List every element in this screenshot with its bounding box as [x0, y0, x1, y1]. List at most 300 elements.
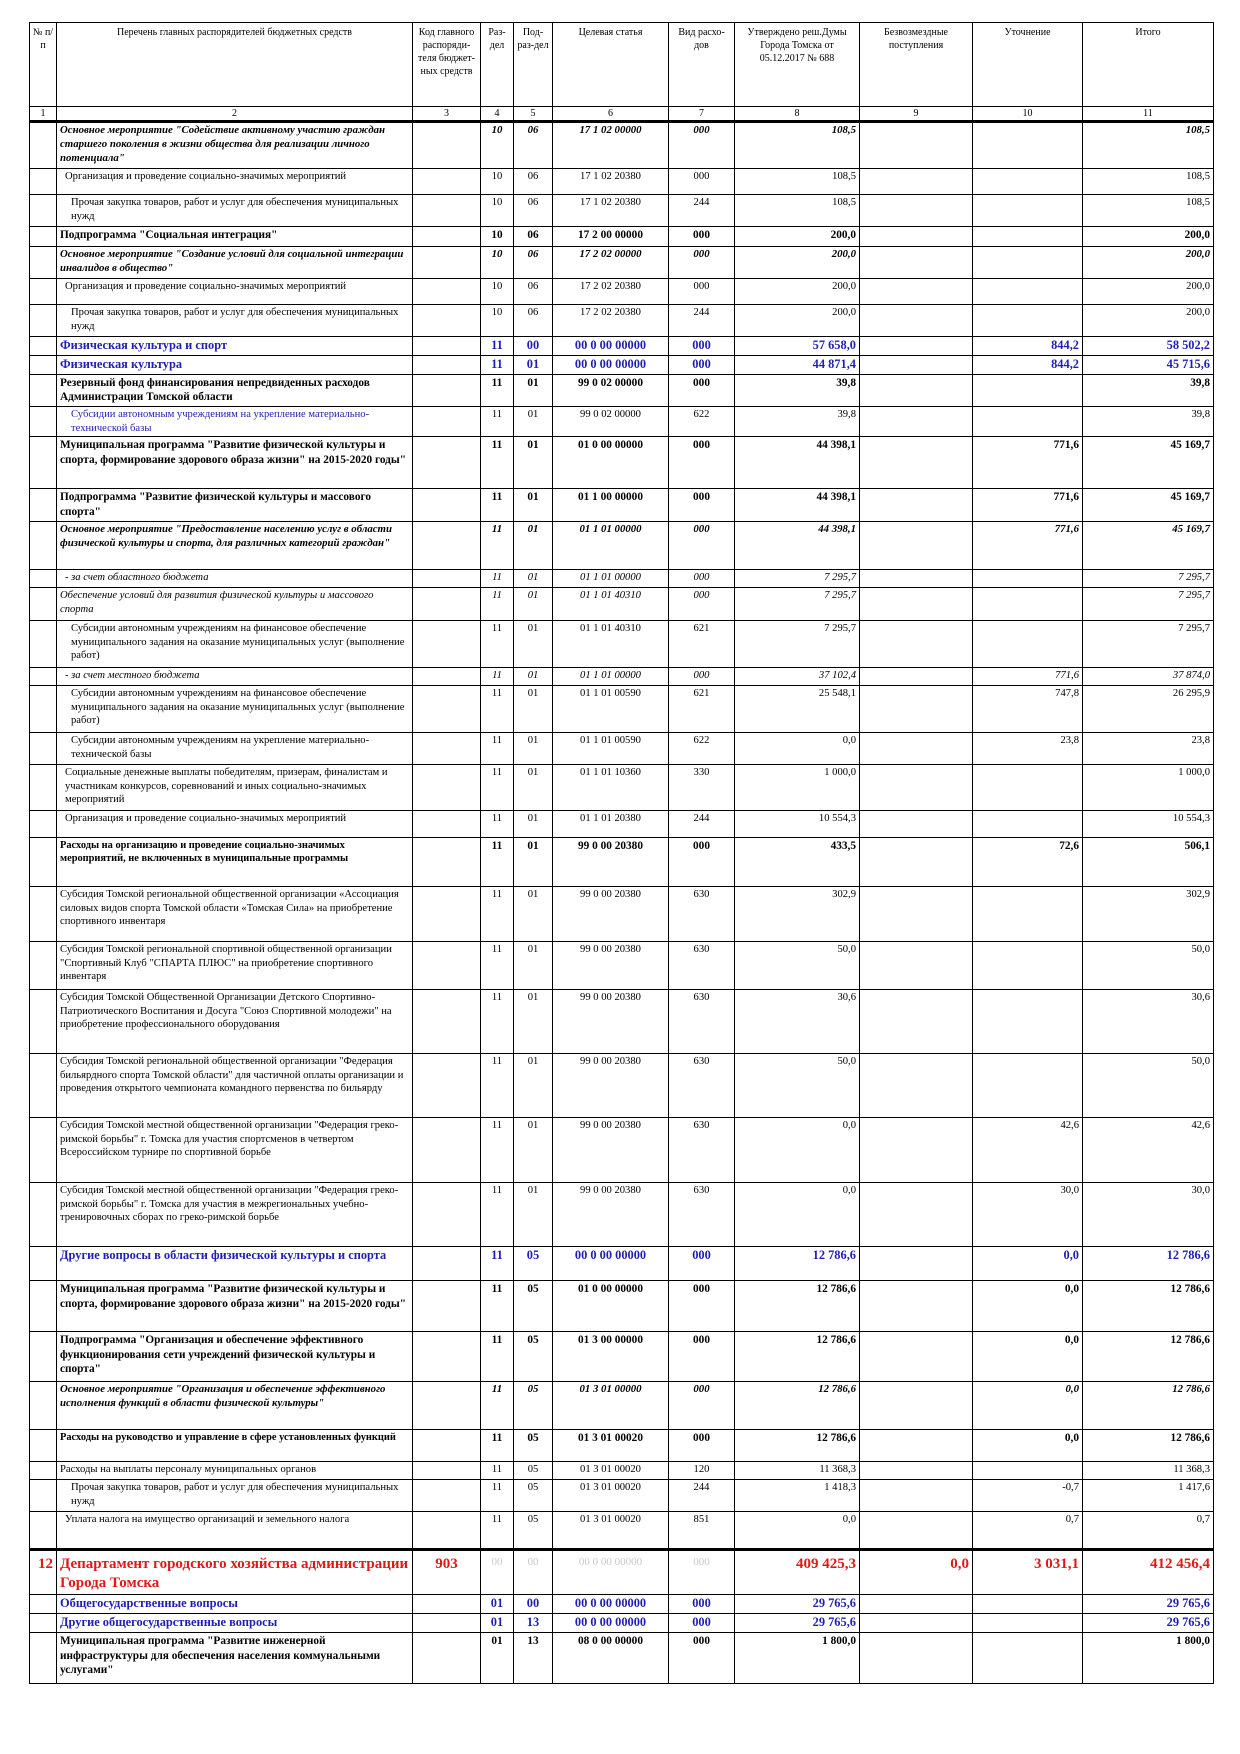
row-approved: 57 658,0 — [735, 337, 860, 356]
row-target-article: 00 0 00 00000 — [553, 1550, 669, 1595]
row-code — [413, 437, 481, 489]
row-podrazdel: 01 — [514, 887, 553, 942]
row-code — [413, 588, 481, 621]
row-podrazdel: 05 — [514, 1462, 553, 1480]
row-razdel: 11 — [481, 668, 514, 686]
row-razdel: 11 — [481, 522, 514, 570]
row-gratuitous — [860, 1430, 973, 1462]
row-gratuitous — [860, 811, 973, 838]
row-target-article: 99 0 00 20380 — [553, 1183, 669, 1247]
row-name: Организация и проведение социально-значимых мероприятий — [57, 279, 413, 305]
row-target-article: 01 3 01 00020 — [553, 1512, 669, 1550]
row-name: Основное мероприятие "Создание условий для социальной интеграции инвалидов в общество" — [57, 247, 413, 279]
row-name: Организация и проведение социально-значимых мероприятий — [57, 169, 413, 195]
row-total: 12 786,6 — [1083, 1247, 1214, 1281]
row-podrazdel: 05 — [514, 1281, 553, 1332]
row-name: Муниципальная программа "Развитие инженерной инфраструктуры для обеспечения населения коммунальными услугами" — [57, 1633, 413, 1684]
row-razdel: 11 — [481, 811, 514, 838]
row-expense-type: 244 — [669, 195, 735, 227]
row-total: 7 295,7 — [1083, 621, 1214, 668]
row-target-article: 99 0 00 20380 — [553, 990, 669, 1054]
row-adjustment: 0,0 — [973, 1430, 1083, 1462]
row-num — [30, 279, 57, 305]
row-podrazdel: 06 — [514, 169, 553, 195]
row-podrazdel: 01 — [514, 686, 553, 733]
table-row — [30, 811, 1214, 838]
row-target-article: 01 3 01 00020 — [553, 1462, 669, 1480]
row-podrazdel: 05 — [514, 1382, 553, 1430]
row-total: 39,8 — [1083, 375, 1214, 407]
header-podrazdel: Под-раз-дел — [514, 23, 553, 107]
row-approved: 11 368,3 — [735, 1462, 860, 1480]
table-row — [30, 1281, 1214, 1332]
row-podrazdel: 01 — [514, 437, 553, 489]
table-row — [30, 733, 1214, 765]
table-row — [30, 522, 1214, 570]
table-row — [30, 1633, 1214, 1684]
row-podrazdel: 01 — [514, 522, 553, 570]
row-name: Основное мероприятие "Содействие активному участию граждан старшего поколения в жизни общества для реализации личного потенциала" — [57, 122, 413, 169]
row-razdel: 11 — [481, 1512, 514, 1550]
row-num — [30, 1614, 57, 1633]
row-target-article: 01 1 01 00000 — [553, 570, 669, 588]
row-num — [30, 838, 57, 887]
row-name: Муниципальная программа "Развитие физической культуры и спорта, формирование здорового образа жизни" на 2015-2020 годы" — [57, 1281, 413, 1332]
row-total: 12 786,6 — [1083, 1382, 1214, 1430]
row-code — [413, 765, 481, 811]
header-approved: Утверждено реш.Думы Города Томска от 05.12.2017 № 688 — [735, 23, 860, 107]
row-gratuitous — [860, 1247, 973, 1281]
row-podrazdel: 00 — [514, 337, 553, 356]
row-approved: 12 786,6 — [735, 1382, 860, 1430]
table-row — [30, 686, 1214, 733]
row-expense-type: 000 — [669, 279, 735, 305]
row-adjustment: 0,0 — [973, 1281, 1083, 1332]
row-target-article: 17 1 02 00000 — [553, 122, 669, 169]
row-total: 1 000,0 — [1083, 765, 1214, 811]
row-podrazdel: 06 — [514, 122, 553, 169]
row-num — [30, 990, 57, 1054]
row-expense-type: 330 — [669, 765, 735, 811]
row-total: 1 800,0 — [1083, 1633, 1214, 1684]
row-adjustment: 771,6 — [973, 522, 1083, 570]
row-approved: 12 786,6 — [735, 1332, 860, 1382]
row-gratuitous — [860, 1332, 973, 1382]
row-podrazdel: 05 — [514, 1247, 553, 1281]
row-name: Субсидия Томской региональной общественной организации "Федерация бильярдного спорта Томской области" для частичной оплаты организации и проведения открытого чемпионата командного первенства по бильярду — [57, 1054, 413, 1118]
row-razdel: 11 — [481, 1281, 514, 1332]
row-approved: 29 765,6 — [735, 1595, 860, 1614]
row-num — [30, 1512, 57, 1550]
row-code — [413, 1633, 481, 1684]
row-gratuitous — [860, 1382, 973, 1430]
row-razdel: 11 — [481, 1332, 514, 1382]
table-row — [30, 1480, 1214, 1512]
row-gratuitous — [860, 621, 973, 668]
row-expense-type: 000 — [669, 522, 735, 570]
row-approved: 1 000,0 — [735, 765, 860, 811]
table-row — [30, 887, 1214, 942]
row-code — [413, 1595, 481, 1614]
table-row — [30, 990, 1214, 1054]
table-row — [30, 1382, 1214, 1430]
table-row — [30, 1462, 1214, 1480]
row-total: 0,7 — [1083, 1512, 1214, 1550]
row-adjustment — [973, 887, 1083, 942]
row-num — [30, 621, 57, 668]
row-code — [413, 279, 481, 305]
row-code — [413, 942, 481, 990]
table-header-row — [30, 23, 1214, 107]
row-total: 45 169,7 — [1083, 489, 1214, 522]
row-name: Подпрограмма "Организация и обеспечение эффективного функционирования сети учреждений физической культуры и спорта" — [57, 1332, 413, 1382]
row-expense-type: 630 — [669, 942, 735, 990]
row-target-article: 17 2 02 20380 — [553, 279, 669, 305]
row-razdel: 11 — [481, 588, 514, 621]
table-body — [30, 122, 1214, 1684]
row-approved: 50,0 — [735, 1054, 860, 1118]
row-expense-type: 000 — [669, 1595, 735, 1614]
row-target-article: 17 2 02 20380 — [553, 305, 669, 337]
row-podrazdel: 01 — [514, 1118, 553, 1183]
row-podrazdel: 01 — [514, 765, 553, 811]
row-approved: 108,5 — [735, 195, 860, 227]
row-approved: 200,0 — [735, 305, 860, 337]
row-adjustment — [973, 1595, 1083, 1614]
row-expense-type: 000 — [669, 668, 735, 686]
row-razdel: 11 — [481, 1480, 514, 1512]
row-adjustment — [973, 942, 1083, 990]
row-target-article: 01 3 01 00020 — [553, 1430, 669, 1462]
header-vr: Вид расхо-дов — [669, 23, 735, 107]
row-expense-type: 000 — [669, 1430, 735, 1462]
row-gratuitous — [860, 279, 973, 305]
table-row — [30, 305, 1214, 337]
row-code — [413, 1480, 481, 1512]
row-total: 12 786,6 — [1083, 1430, 1214, 1462]
row-total: 50,0 — [1083, 1054, 1214, 1118]
row-expense-type: 000 — [669, 570, 735, 588]
row-expense-type: 120 — [669, 1462, 735, 1480]
row-name: Социальные денежные выплаты победителям, призерам, финалистам и участникам конкурсов, соревнований и иных социально-значимых мероприятий — [57, 765, 413, 811]
row-expense-type: 000 — [669, 489, 735, 522]
row-num — [30, 489, 57, 522]
header-code: Код главного распоряди-теля бюджет-ных средств — [413, 23, 481, 107]
row-name: Муниципальная программа "Развитие физической культуры и спорта, формирование здорового образа жизни" на 2015-2020 годы" — [57, 437, 413, 489]
row-code — [413, 1054, 481, 1118]
row-code — [413, 733, 481, 765]
row-name: - за счет местного бюджета — [57, 668, 413, 686]
row-podrazdel: 01 — [514, 990, 553, 1054]
row-adjustment — [973, 279, 1083, 305]
row-expense-type: 000 — [669, 337, 735, 356]
row-adjustment — [973, 305, 1083, 337]
row-num — [30, 1332, 57, 1382]
row-expense-type: 621 — [669, 686, 735, 733]
row-razdel: 11 — [481, 375, 514, 407]
row-razdel: 11 — [481, 1462, 514, 1480]
row-gratuitous — [860, 1281, 973, 1332]
row-gratuitous — [860, 195, 973, 227]
row-total: 302,9 — [1083, 887, 1214, 942]
row-razdel: 11 — [481, 1183, 514, 1247]
row-expense-type: 000 — [669, 356, 735, 375]
row-target-article: 17 2 00 00000 — [553, 227, 669, 247]
row-target-article: 01 1 01 00000 — [553, 522, 669, 570]
row-adjustment: 30,0 — [973, 1183, 1083, 1247]
row-target-article: 99 0 02 00000 — [553, 407, 669, 437]
row-total: 7 295,7 — [1083, 588, 1214, 621]
header-names: Перечень главных распорядителей бюджетных средств — [57, 23, 413, 107]
row-podrazdel: 01 — [514, 668, 553, 686]
row-adjustment — [973, 375, 1083, 407]
row-gratuitous — [860, 227, 973, 247]
row-code — [413, 686, 481, 733]
row-num — [30, 1595, 57, 1614]
row-gratuitous — [860, 1614, 973, 1633]
row-target-article: 00 0 00 00000 — [553, 1247, 669, 1281]
header-razdel: Раз-дел — [481, 23, 514, 107]
row-gratuitous — [860, 588, 973, 621]
row-name: Другие общегосударственные вопросы — [57, 1614, 413, 1633]
row-code — [413, 838, 481, 887]
row-target-article: 17 1 02 20380 — [553, 195, 669, 227]
row-approved: 409 425,3 — [735, 1550, 860, 1595]
row-approved: 302,9 — [735, 887, 860, 942]
table-row — [30, 375, 1214, 407]
row-razdel: 11 — [481, 621, 514, 668]
row-adjustment — [973, 1054, 1083, 1118]
row-code — [413, 247, 481, 279]
row-code — [413, 570, 481, 588]
table-row — [30, 356, 1214, 375]
row-expense-type: 000 — [669, 437, 735, 489]
row-gratuitous — [860, 733, 973, 765]
row-gratuitous — [860, 337, 973, 356]
row-expense-type: 630 — [669, 1054, 735, 1118]
row-expense-type: 000 — [669, 1332, 735, 1382]
row-adjustment: 844,2 — [973, 356, 1083, 375]
row-podrazdel: 01 — [514, 1183, 553, 1247]
row-target-article: 08 0 00 00000 — [553, 1633, 669, 1684]
header-itogo: Итого — [1083, 23, 1214, 107]
row-razdel: 10 — [481, 195, 514, 227]
row-target-article: 99 0 00 20380 — [553, 838, 669, 887]
row-gratuitous — [860, 1462, 973, 1480]
row-name: Организация и проведение социально-значимых мероприятий — [57, 811, 413, 838]
row-total: 50,0 — [1083, 942, 1214, 990]
header-num: № п/п — [30, 23, 57, 107]
row-num — [30, 570, 57, 588]
row-target-article: 01 1 00 00000 — [553, 489, 669, 522]
row-adjustment — [973, 195, 1083, 227]
row-approved: 10 554,3 — [735, 811, 860, 838]
row-gratuitous — [860, 1054, 973, 1118]
table-row — [30, 1332, 1214, 1382]
row-num — [30, 942, 57, 990]
row-adjustment: 747,8 — [973, 686, 1083, 733]
row-adjustment — [973, 1633, 1083, 1684]
row-num — [30, 733, 57, 765]
row-num — [30, 169, 57, 195]
row-adjustment: 844,2 — [973, 337, 1083, 356]
row-adjustment — [973, 1614, 1083, 1633]
row-razdel: 11 — [481, 337, 514, 356]
row-code — [413, 522, 481, 570]
row-code — [413, 375, 481, 407]
row-adjustment: 42,6 — [973, 1118, 1083, 1183]
row-code — [413, 1247, 481, 1281]
row-expense-type: 000 — [669, 169, 735, 195]
col-num-6: 6 — [553, 107, 669, 122]
row-adjustment — [973, 227, 1083, 247]
row-adjustment: 3 031,1 — [973, 1550, 1083, 1595]
row-podrazdel: 01 — [514, 570, 553, 588]
row-name: Субсидии автономным учреждениям на финансовое обеспечение муниципального задания на оказание муниципальных услуг (выполнение работ) — [57, 686, 413, 733]
row-total: 29 765,6 — [1083, 1595, 1214, 1614]
row-razdel: 11 — [481, 887, 514, 942]
table-row — [30, 279, 1214, 305]
row-approved: 0,0 — [735, 733, 860, 765]
row-razdel: 11 — [481, 1430, 514, 1462]
table-row — [30, 942, 1214, 990]
table-row — [30, 1430, 1214, 1462]
row-podrazdel: 00 — [514, 1550, 553, 1595]
row-razdel: 11 — [481, 765, 514, 811]
row-name: Субсидия Томской местной общественной организации "Федерация греко-римской борьбы" г. Томска для участия в межрегиональных учебно-тренировочных сборах по греко-римской борьбе — [57, 1183, 413, 1247]
row-total: 7 295,7 — [1083, 570, 1214, 588]
row-approved: 44 871,4 — [735, 356, 860, 375]
row-gratuitous — [860, 437, 973, 489]
row-code — [413, 1281, 481, 1332]
header-utoch: Уточнение — [973, 23, 1083, 107]
row-expense-type: 244 — [669, 305, 735, 337]
row-name: Субсидии автономным учреждениям на укрепление материально-технической базы — [57, 733, 413, 765]
row-adjustment — [973, 169, 1083, 195]
row-podrazdel: 01 — [514, 942, 553, 990]
row-code — [413, 1118, 481, 1183]
row-approved: 200,0 — [735, 227, 860, 247]
row-podrazdel: 00 — [514, 1595, 553, 1614]
column-number-row — [30, 107, 1214, 122]
row-expense-type: 630 — [669, 1183, 735, 1247]
row-target-article: 01 0 00 00000 — [553, 437, 669, 489]
table-row — [30, 1054, 1214, 1118]
row-podrazdel: 05 — [514, 1512, 553, 1550]
row-razdel: 11 — [481, 489, 514, 522]
row-name: Обеспечение условий для развития физической культуры и массового спорта — [57, 588, 413, 621]
row-code — [413, 668, 481, 686]
row-code — [413, 887, 481, 942]
row-approved: 12 786,6 — [735, 1430, 860, 1462]
row-podrazdel: 13 — [514, 1614, 553, 1633]
row-razdel: 10 — [481, 305, 514, 337]
row-razdel: 11 — [481, 437, 514, 489]
row-podrazdel: 06 — [514, 247, 553, 279]
row-approved: 12 786,6 — [735, 1281, 860, 1332]
row-gratuitous — [860, 1595, 973, 1614]
row-adjustment: 23,8 — [973, 733, 1083, 765]
row-num — [30, 1462, 57, 1480]
row-num — [30, 1183, 57, 1247]
row-expense-type: 000 — [669, 588, 735, 621]
row-num — [30, 337, 57, 356]
row-name: Субсидии автономным учреждениям на укрепление материально-технической базы — [57, 407, 413, 437]
table-row — [30, 668, 1214, 686]
row-name: Подпрограмма "Социальная интеграция" — [57, 227, 413, 247]
row-podrazdel: 06 — [514, 227, 553, 247]
row-expense-type: 000 — [669, 227, 735, 247]
row-podrazdel: 01 — [514, 489, 553, 522]
row-podrazdel: 06 — [514, 279, 553, 305]
row-gratuitous — [860, 1633, 973, 1684]
row-num — [30, 356, 57, 375]
row-expense-type: 630 — [669, 990, 735, 1054]
row-razdel: 11 — [481, 570, 514, 588]
row-code — [413, 1183, 481, 1247]
row-total: 108,5 — [1083, 195, 1214, 227]
row-approved: 433,5 — [735, 838, 860, 887]
row-approved: 50,0 — [735, 942, 860, 990]
row-gratuitous — [860, 668, 973, 686]
row-razdel: 01 — [481, 1595, 514, 1614]
row-adjustment — [973, 621, 1083, 668]
budget-table — [29, 22, 1214, 1684]
table-row — [30, 407, 1214, 437]
budget-document — [29, 22, 1213, 1684]
row-code — [413, 356, 481, 375]
row-total: 1 417,6 — [1083, 1480, 1214, 1512]
row-razdel: 11 — [481, 838, 514, 887]
row-num — [30, 407, 57, 437]
col-num-1: 1 — [30, 107, 57, 122]
row-gratuitous — [860, 1183, 973, 1247]
row-gratuitous — [860, 356, 973, 375]
row-target-article: 01 3 00 00000 — [553, 1332, 669, 1382]
row-target-article: 99 0 02 00000 — [553, 375, 669, 407]
row-total: 37 874,0 — [1083, 668, 1214, 686]
table-row — [30, 1247, 1214, 1281]
row-target-article: 01 1 01 00590 — [553, 686, 669, 733]
row-target-article: 01 1 01 00000 — [553, 668, 669, 686]
row-expense-type: 000 — [669, 1281, 735, 1332]
row-approved: 200,0 — [735, 247, 860, 279]
row-target-article: 00 0 00 00000 — [553, 337, 669, 356]
row-name: Прочая закупка товаров, работ и услуг для обеспечения муниципальных нужд — [57, 305, 413, 337]
col-num-8: 8 — [735, 107, 860, 122]
row-expense-type: 000 — [669, 375, 735, 407]
row-gratuitous — [860, 942, 973, 990]
row-podrazdel: 01 — [514, 621, 553, 668]
row-adjustment: 0,0 — [973, 1332, 1083, 1382]
row-target-article: 99 0 00 20380 — [553, 1118, 669, 1183]
row-name: Основное мероприятие "Организация и обеспечение эффективного исполнения функций в области физической культуры" — [57, 1382, 413, 1430]
row-target-article: 00 0 00 00000 — [553, 1614, 669, 1633]
table-row — [30, 838, 1214, 887]
row-total: 200,0 — [1083, 305, 1214, 337]
row-razdel: 11 — [481, 990, 514, 1054]
row-expense-type: 000 — [669, 1614, 735, 1633]
table-row — [30, 1183, 1214, 1247]
row-num — [30, 122, 57, 169]
row-razdel: 11 — [481, 356, 514, 375]
row-name: Субсидия Томской региональной общественной организации «Ассоциация силовых видов спорта Томской области «Томская Сила» на приобретение спортивного инвентаря — [57, 887, 413, 942]
row-approved: 0,0 — [735, 1183, 860, 1247]
row-total: 23,8 — [1083, 733, 1214, 765]
row-approved: 39,8 — [735, 407, 860, 437]
row-target-article: 01 1 01 40310 — [553, 621, 669, 668]
row-expense-type: 851 — [669, 1512, 735, 1550]
